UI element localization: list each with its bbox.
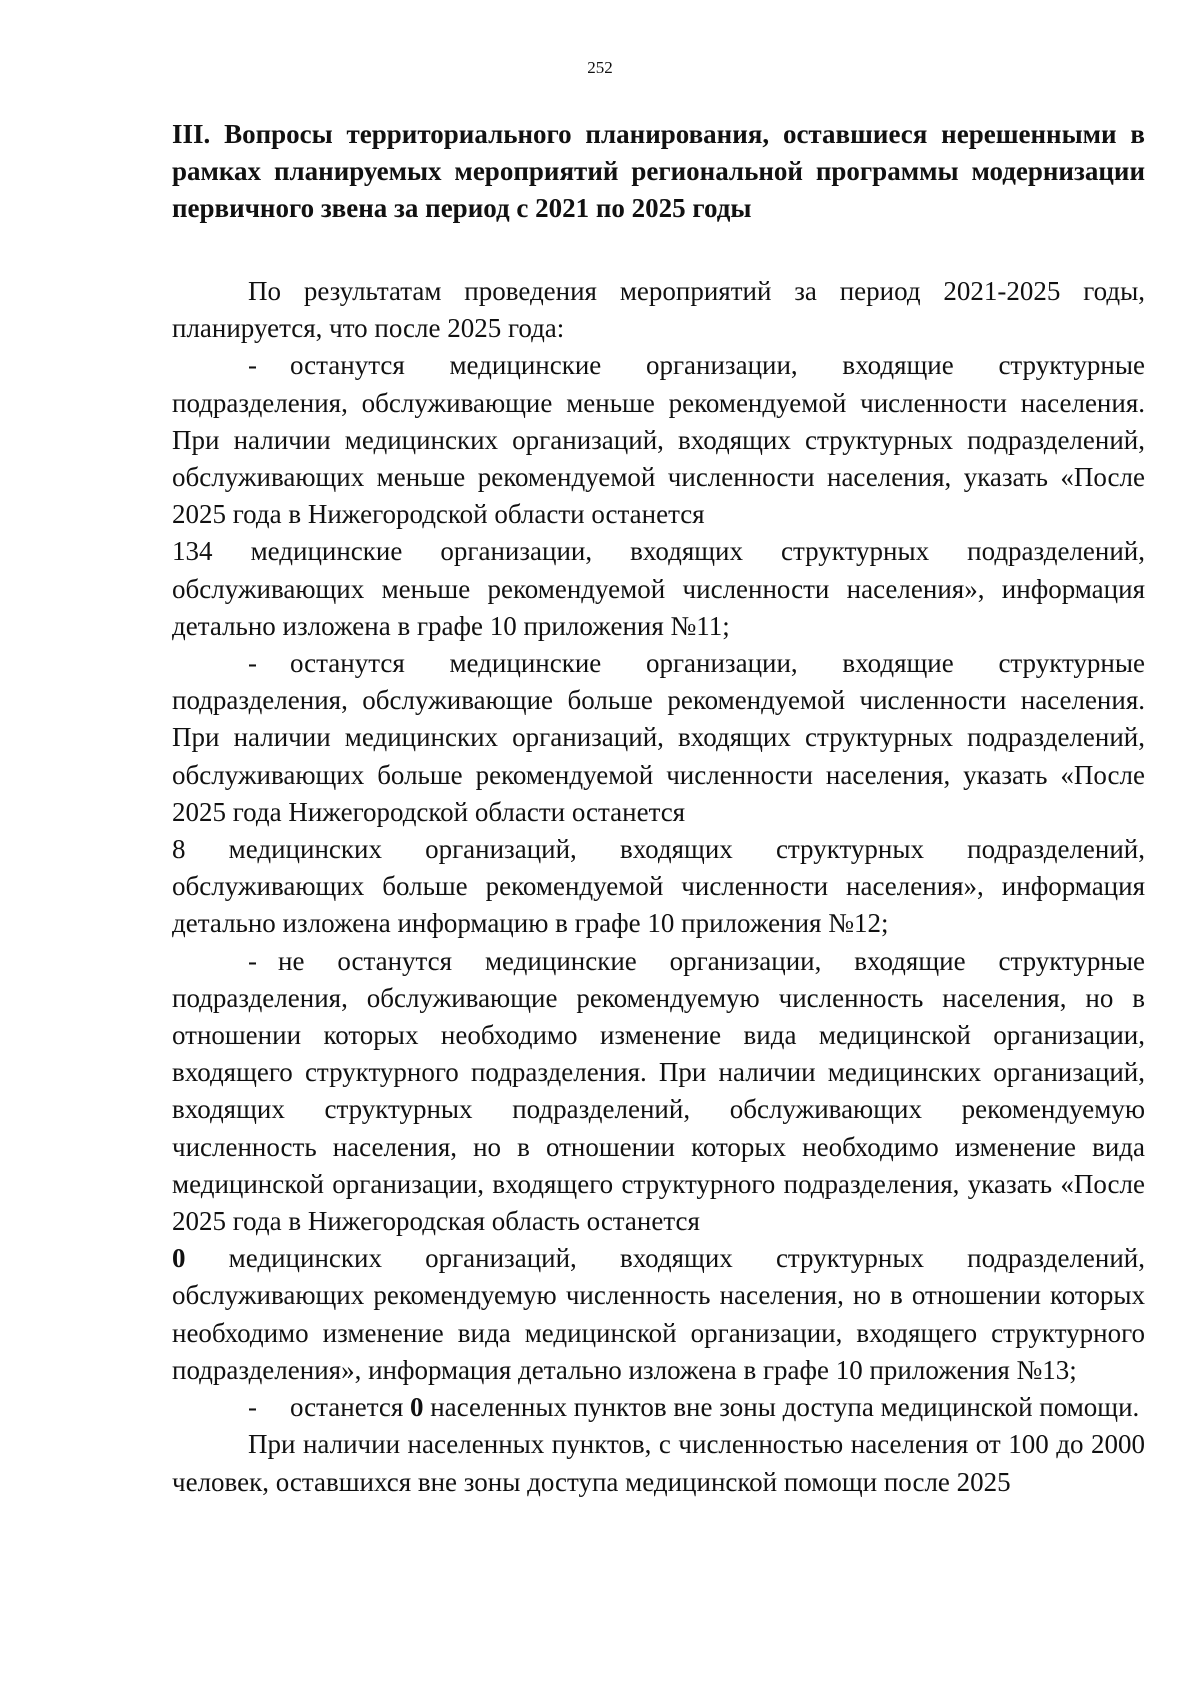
list-item-1-count: 134 xyxy=(172,536,213,567)
final-list-item xyxy=(172,1389,1145,1426)
list-item-3-dash: - xyxy=(248,945,257,976)
list-item-3-body: не останутся медицинские организации, входящие структурные подразделения, обслуживающие рекомендуемую численность населения, но в отношении которых необходимо изменение вида медицинской организации, входящего структурного подразделения. При наличии медицинских организаций, входящих структурных подразделений, обслуживающих рекомендуемую численность населения, но в отношении которых необходимо изменение вида медицинской организации, входящего структурного подразделения, указать «После 2025 года в Нижегородская область останется xyxy=(172,945,1145,1237)
list-item-1-text xyxy=(172,347,1145,533)
list-item-2-dash: - xyxy=(248,648,257,679)
intro-paragraph: По результатам проведения мероприятий за период 2021-2025 годы, планируется, что после 2025 года: xyxy=(172,276,1145,344)
list-item-1-body: останутся медицинские организации, входящие структурные подразделения, обслуживающие меньше рекомендуемой численности населения. При наличии медицинских организаций, входящих структурных подразделений, обслуживающих меньше рекомендуемой численности населения, указать «После 2025 года в Нижегородской области останется xyxy=(172,350,1145,530)
section-body xyxy=(172,273,1145,1501)
final-item-after: населенных пунктов вне зоны доступа медицинской помощи. xyxy=(430,1392,1140,1423)
list-item-3-count: 0 xyxy=(172,1243,186,1274)
list-item-1-dash: - xyxy=(248,350,257,381)
list-item-3-text xyxy=(172,943,1145,1241)
section-heading: III. Вопросы территориального планирования, оставшиеся нерешенными в рамках планируемых мероприятий региональной программы модернизации первичного звена за период с 2021 по 2025 годы xyxy=(172,119,1145,223)
list-item-2-body: останутся медицинские организации, входящие структурные подразделения, обслуживающие больше рекомендуемой численности населения. При наличии медицинских организаций, входящих структурных подразделений, обслуживающих больше рекомендуемой численности населения, указать «После 2025 года Нижегородской области останется xyxy=(172,648,1145,827)
list-item-2-tail: медицинских организаций, входящих структурных подразделений, обслуживающих больше рекомендуемой численности населения», информация детально изложена информацию в графе 10 приложения №12; xyxy=(172,834,1145,939)
page-number: 252 xyxy=(587,58,613,77)
final-item-dash: - xyxy=(248,1392,257,1423)
list-item-2-count: 8 xyxy=(172,834,186,865)
list-item-1-tail: медицинские организации, входящих структурных подразделений, обслуживающих меньше рекомендуемой численности населения», информация детально изложена в графе 10 приложения №11; xyxy=(172,536,1145,641)
document-content xyxy=(172,116,1145,1501)
final-item-count: 0 xyxy=(409,1392,424,1423)
list-item-3-continuation xyxy=(172,1240,1145,1389)
final-item-before: останется xyxy=(290,1392,404,1423)
list-item-1-continuation xyxy=(172,533,1145,645)
list-item-2-text xyxy=(172,645,1145,831)
list-item-3-tail: медицинских организаций, входящих структурных подразделений, обслуживающих рекомендуемую численность населения, но в отношении которых необходимо изменение вида медицинской организации, входящего структурного подразделения», информация детально изложена в графе 10 приложения №13; xyxy=(172,1243,1145,1385)
list-item-2-continuation xyxy=(172,831,1145,943)
closing-paragraph: При наличии населенных пунктов, с численностью населения от 100 до 2000 человек, оставшихся вне зоны доступа медицинской помощи после 2025 xyxy=(172,1429,1145,1497)
